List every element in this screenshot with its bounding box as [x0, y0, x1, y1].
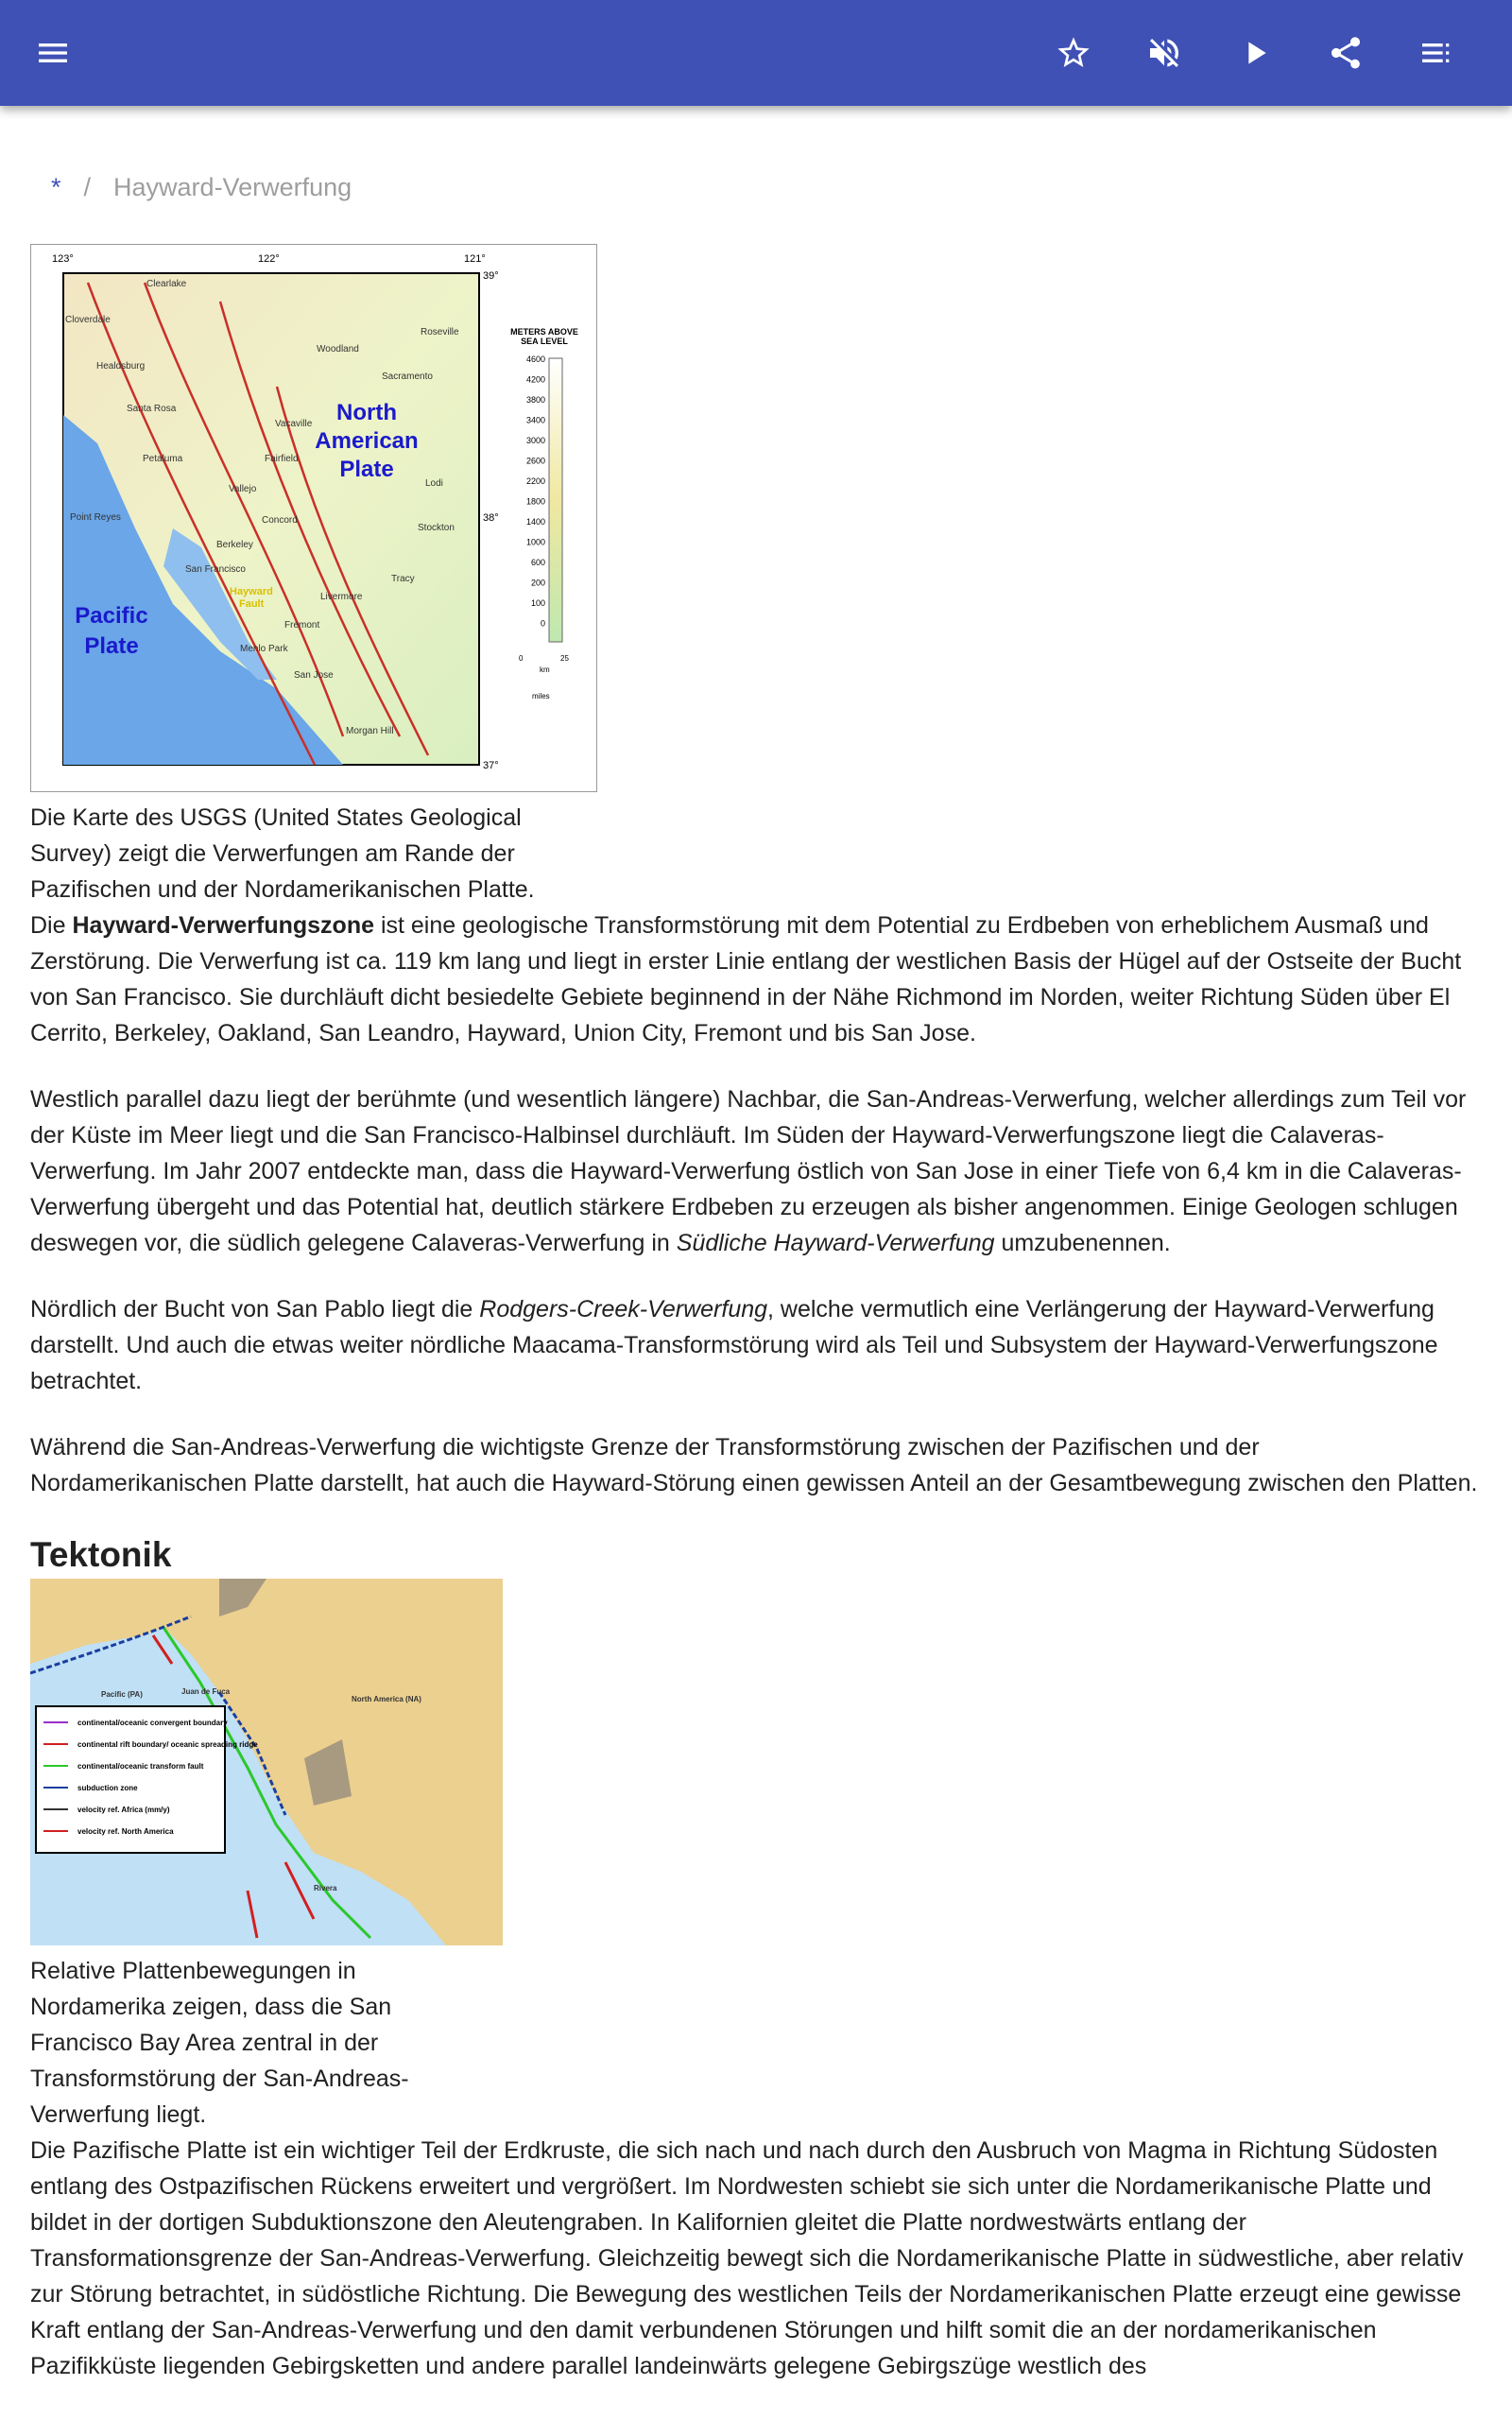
map-label: Hayward — [230, 586, 273, 597]
city-label: Healdsburg — [96, 361, 146, 372]
city-label: Vallejo — [229, 484, 257, 494]
breadcrumb — [30, 151, 1482, 223]
city-label: Concord — [262, 515, 298, 526]
city-label: Fairfield — [265, 454, 299, 464]
scale-label: miles — [532, 692, 550, 700]
legend-value: 4200 — [525, 374, 545, 385]
city-label: Cloverdale — [65, 315, 111, 325]
breadcrumb-separator: / — [83, 173, 92, 201]
city-label: San Francisco — [185, 564, 246, 575]
map-label: Pacific — [75, 603, 148, 629]
city-label: Berkeley — [216, 540, 253, 550]
legend-label: velocity ref. Africa (mm/y) — [77, 1806, 170, 1814]
city-label: San Jose — [294, 670, 334, 681]
play-icon[interactable] — [1232, 30, 1278, 76]
coord-label: 122° — [258, 253, 280, 265]
city-label: Petaluma — [143, 454, 183, 464]
legend-value: 100 — [530, 598, 545, 608]
legend-value: 3800 — [525, 395, 545, 405]
scale-label: 25 — [560, 654, 569, 663]
city-label: Vacaville — [275, 419, 313, 429]
legend-value: 600 — [530, 558, 545, 567]
legend-value: 1400 — [525, 517, 545, 527]
paragraph: Nördlich der Bucht von San Pablo liegt die Rodgers-Creek-Verwerfung, welche vermutlich eine Verlängerung der Hayward-Verwerfung darstellt. Und auch die etwas weiter nördliche Maacama-Transformstörung wird als Teil und Subsystem der Hayward-Verwerfungszone betrachtet. — [30, 1296, 1438, 1394]
scale-label: km — [540, 666, 550, 674]
legend-value: 4600 — [525, 354, 545, 364]
italic-term: Südliche Hayward-Verwerfung — [676, 1230, 995, 1256]
legend-label: subduction zone — [77, 1784, 138, 1792]
city-label: Point Reyes — [70, 512, 121, 523]
map-label: American — [315, 428, 419, 454]
legend-title: METERS ABOVE — [510, 327, 578, 337]
star-icon[interactable] — [1051, 30, 1096, 76]
legend-label: continental/oceanic transform fault — [77, 1762, 204, 1771]
coord-label: 39° — [483, 270, 499, 282]
section-heading: Tektonik — [30, 1535, 172, 1574]
map-label: Plate — [339, 457, 394, 482]
city-label: Fremont — [284, 620, 320, 631]
legend-value: 200 — [530, 578, 545, 588]
legend-value: 2200 — [525, 476, 545, 486]
legend-value: 1800 — [525, 496, 545, 507]
city-label: Clearlake — [146, 279, 187, 289]
article — [30, 151, 1482, 2414]
map-label: Plate — [84, 633, 139, 659]
breadcrumb-current: Hayward-Verwerfung — [113, 173, 352, 201]
map-label: Fault — [239, 598, 265, 610]
city-label: Stockton — [418, 523, 455, 533]
breadcrumb-home[interactable]: * — [51, 173, 61, 201]
city-label: Lodi — [425, 478, 443, 489]
legend-value: 3000 — [525, 436, 545, 445]
legend-value: 1000 — [525, 537, 545, 547]
plate-label: Juan de Fuca — [181, 1687, 231, 1696]
paragraph: Während die San-Andreas-Verwerfung die wichtigste Grenze der Transformstörung zwischen der Pazifischen und der Nordamerikanischen Platte darstellt, hat auch die Hayward-Störung einen gewissen Anteil an der Gesamtbewegung zwischen den Platten. — [30, 1434, 1478, 1496]
city-label: Menlo Park — [240, 644, 288, 654]
city-label: Sacramento — [382, 372, 433, 382]
city-label: Woodland — [317, 344, 359, 354]
share-icon[interactable] — [1323, 30, 1368, 76]
playlist-icon[interactable] — [1414, 30, 1459, 76]
svg-text:METERS ABOVESEA LEVEL — [510, 327, 578, 346]
city-label: Santa Rosa — [127, 404, 177, 414]
city-label: Morgan Hill — [346, 726, 394, 736]
volume-off-icon[interactable] — [1142, 30, 1187, 76]
plate-label: Rivera — [314, 1884, 337, 1893]
figure-caption: Die Karte des USGS (United States Geological Survey) zeigt die Verwerfungen am Rande der Pazifischen und der Nordamerikanischen Platte. — [30, 804, 535, 903]
city-label: Livermore — [320, 592, 363, 602]
menu-icon[interactable] — [30, 30, 76, 76]
paragraph-intro: Die Hayward-Verwerfungszone ist eine geologische Transformstörung mit dem Potential zu Erdbeben von erheblichem Ausmaß und Zerstörung. Die Verwerfung ist ca. 119 km lang und liegt in erster Linie entlang der westlichen Basis der Hügel auf der Ostseite der Bucht von San Francisco. Sie durchläuft dicht besiedelte Gebiete beginnend in der Nähe Richmond im Norden, weiter Richtung Süden über El Cerrito, Berkeley, Oakland, San Leandro, Hayward, Union City, Fremont und bis San Jose. — [30, 912, 1462, 1046]
city-label: Tracy — [391, 574, 415, 584]
paragraph: Die Pazifische Platte ist ein wichtiger Teil der Erdkruste, die sich nach und nach durch den Ausbruch von Magma in Richtung Südosten entlang des Ostpazifischen Rückens erweitert und vergrößert. Im Nordwesten schiebt sie sich unter die Nordamerikanische Platte und bildet in der dortigen Subduktionszone den Aleutengraben. In Kalifornien gleitet die Platte nordwestwärts entlang der Transformationsgrenze der San-Andreas-Verwerfung. Gleichzeitig bewegt sich die Nordamerikanische Platte in südwestliche, aber relativ zur Störung betrachtet, in südöstliche Richtung. Die Bewegung des westlichen Teils der Nordamerikanischen Platte erzeugt eine gewisse Kraft entlang der San-Andreas-Verwerfung und den damit verbundenen Störungen und hilft somit die an der nordamerikanischen Pazifikküste liegenden Gebirgsketten und andere parallel landeinwärts gelegene Gebirgszüge westlich des — [30, 2137, 1464, 2379]
plate-label: Pacific (PA) — [101, 1690, 143, 1699]
coord-label: 123° — [52, 253, 74, 265]
fault-map-image[interactable] — [30, 244, 597, 792]
figure-caption: Relative Plattenbewegungen in Nordamerika zeigen, dass die San Francisco Bay Area zentral in der Transformstörung der San-Andreas-Verwerfung liegt. — [30, 1958, 409, 2128]
legend-value: 2600 — [525, 456, 545, 466]
coord-label: 38° — [483, 512, 499, 524]
legend-label: continental/oceanic convergent boundary — [77, 1719, 228, 1727]
scale-label: 0 — [519, 654, 524, 663]
paragraph: Westlich parallel dazu liegt der berühmte (und wesentlich längere) Nachbar, die San-Andreas-Verwerfung, welcher allerdings zum Teil vor der Küste im Meer liegt und die San Francisco-Halbinsel durchläuft. Im Süden der Hayward-Verwerfungszone liegt die Calaveras-Verwerfung. Im Jahr 2007 entdeckte man, dass die Hayward-Verwerfung östlich von San Jose in einer Tiefe von 6,4 km in die Calaveras-Verwerfung übergeht und das Potential hat, deutlich stärkere Erdbeben zu erzeugen als bisher angenommen. Einige Geologen schlugen deswegen vor, die südlich gelegene Calaveras-Verwerfung in Südliche Hayward-Verwerfung umzubenennen. — [30, 1086, 1467, 1256]
legend-value: 0 — [540, 618, 545, 629]
city-label: Roseville — [421, 327, 459, 337]
app-bar — [0, 0, 1512, 106]
plate-label: North America (NA) — [352, 1695, 421, 1703]
legend-label: velocity ref. North America — [77, 1827, 174, 1836]
coord-label: 121° — [464, 253, 486, 265]
plate-tectonics-map[interactable] — [30, 1579, 503, 1945]
coord-label: 37° — [483, 760, 499, 771]
legend-title: SEA LEVEL — [521, 337, 568, 346]
map-label: North — [336, 400, 397, 425]
legend-label: continental rift boundary/ oceanic spreading ridge — [77, 1740, 258, 1749]
italic-term: Rodgers-Creek-Verwerfung — [479, 1296, 768, 1322]
legend-value: 3400 — [525, 415, 545, 425]
